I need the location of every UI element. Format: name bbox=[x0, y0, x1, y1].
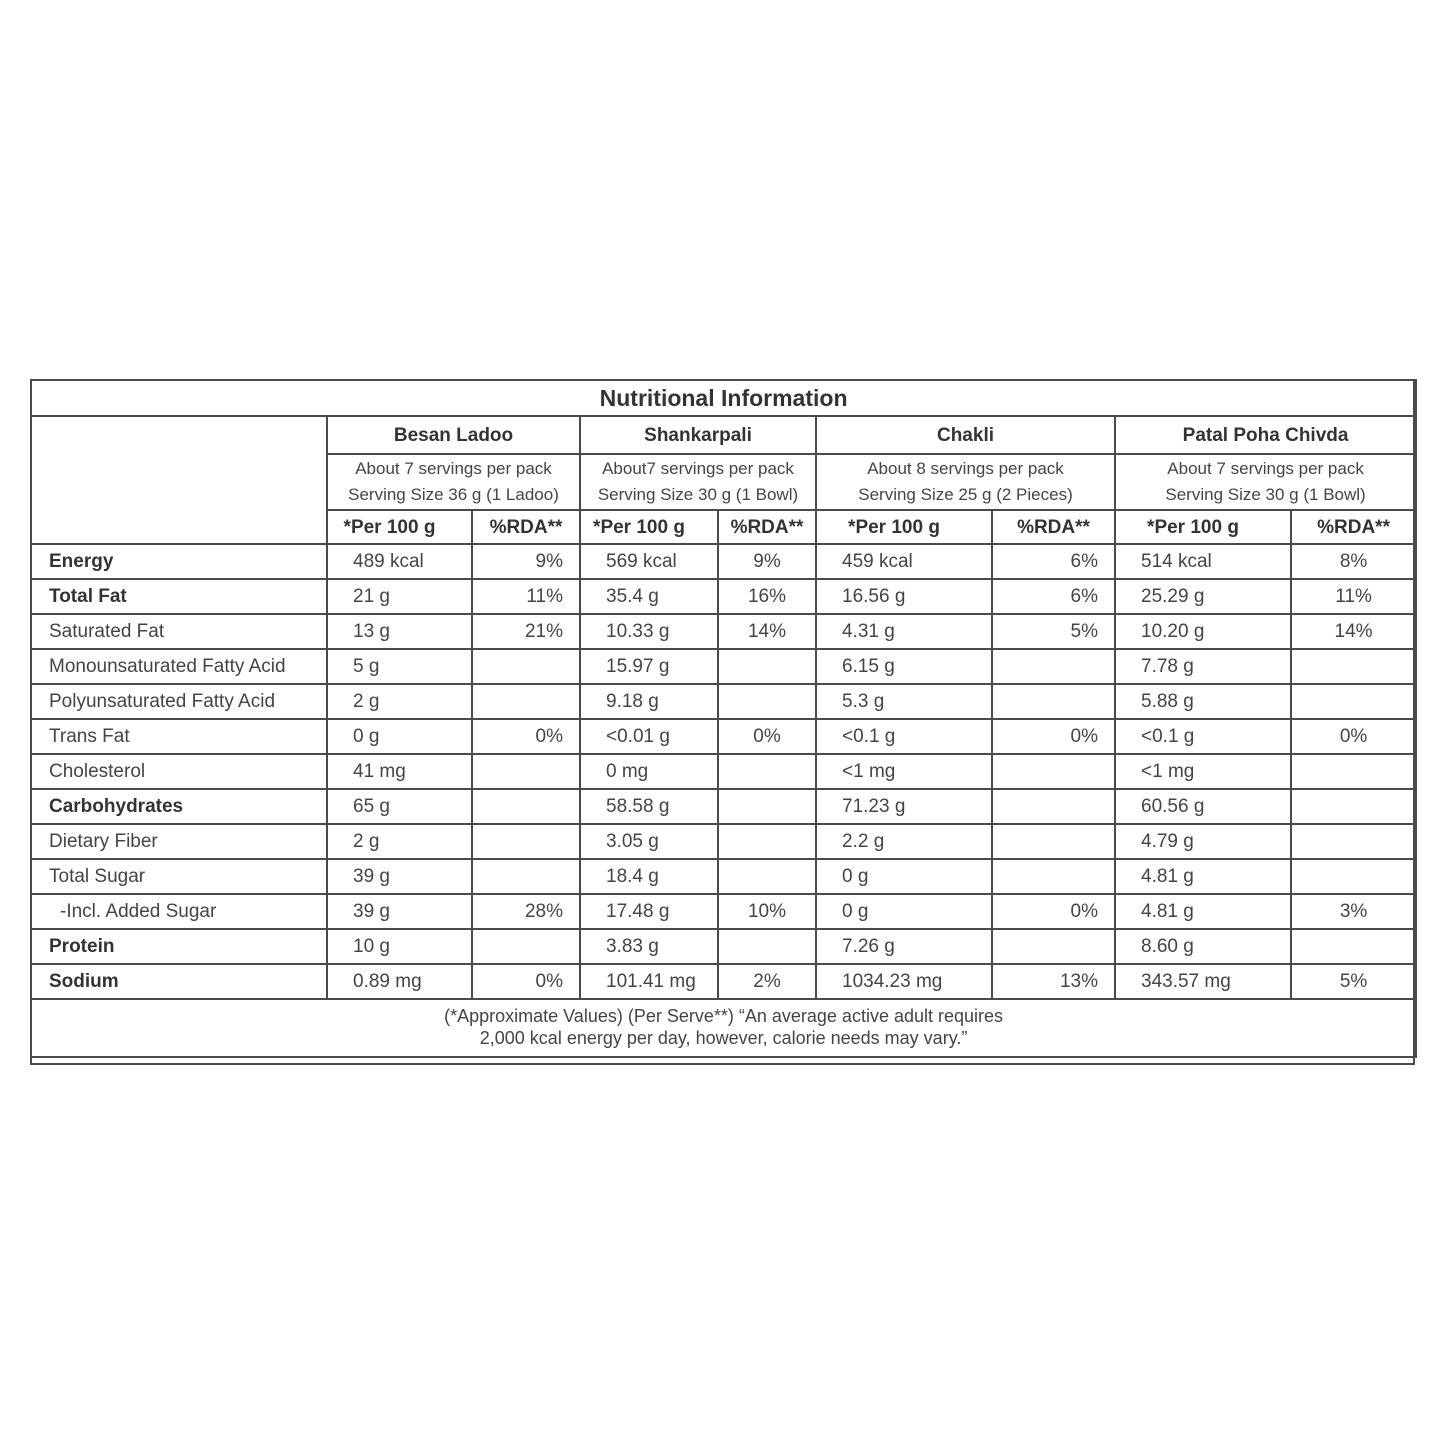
product-name-patal-poha-chivda: Patal Poha Chivda bbox=[1115, 416, 1416, 454]
serving-size: Serving Size 30 g (1 Bowl) bbox=[1165, 485, 1366, 504]
per100-value: 10.20 g bbox=[1115, 614, 1291, 649]
per100-value: 2.2 g bbox=[816, 824, 992, 859]
rda-value bbox=[1291, 824, 1416, 859]
per100-value: 569 kcal bbox=[580, 544, 718, 579]
rda-value bbox=[718, 859, 816, 894]
per100-value: 0 g bbox=[816, 859, 992, 894]
per100-value: 459 kcal bbox=[816, 544, 992, 579]
rda-value bbox=[992, 789, 1115, 824]
nutrient-label: Trans Fat bbox=[31, 719, 327, 754]
nutrient-label: Total Fat bbox=[31, 579, 327, 614]
rda-value bbox=[992, 684, 1115, 719]
per100-value: 5.88 g bbox=[1115, 684, 1291, 719]
table-row bbox=[31, 964, 1416, 999]
col-header-per100: *Per 100 g bbox=[580, 510, 718, 544]
rda-value bbox=[472, 859, 580, 894]
nutrient-label: Cholesterol bbox=[31, 754, 327, 789]
serving-size: Serving Size 36 g (1 Ladoo) bbox=[348, 485, 559, 504]
per100-value: <1 mg bbox=[1115, 754, 1291, 789]
rda-value: 0% bbox=[992, 719, 1115, 754]
nutrient-label: Saturated Fat bbox=[31, 614, 327, 649]
per100-value: 10.33 g bbox=[580, 614, 718, 649]
table-row bbox=[31, 929, 1416, 964]
per100-value: 4.31 g bbox=[816, 614, 992, 649]
rda-value: 2% bbox=[718, 964, 816, 999]
per100-value: 16.56 g bbox=[816, 579, 992, 614]
rda-value: 11% bbox=[472, 579, 580, 614]
per100-value: <1 mg bbox=[816, 754, 992, 789]
per100-value: 25.29 g bbox=[1115, 579, 1291, 614]
per100-value: 8.60 g bbox=[1115, 929, 1291, 964]
rda-value bbox=[472, 824, 580, 859]
nutrient-header-blank bbox=[31, 416, 327, 544]
per100-value: 17.48 g bbox=[580, 894, 718, 929]
per100-value: 35.4 g bbox=[580, 579, 718, 614]
nutrient-label: Energy bbox=[31, 544, 327, 579]
rda-value: 3% bbox=[1291, 894, 1416, 929]
rda-value bbox=[1291, 789, 1416, 824]
per100-value: 7.26 g bbox=[816, 929, 992, 964]
per100-value: 60.56 g bbox=[1115, 789, 1291, 824]
rda-value: 28% bbox=[472, 894, 580, 929]
nutrient-label: Monounsaturated Fatty Acid bbox=[31, 649, 327, 684]
per100-value: 13 g bbox=[327, 614, 472, 649]
per100-value: <0.01 g bbox=[580, 719, 718, 754]
servings-per-pack: About7 servings per pack bbox=[602, 458, 794, 478]
nutrient-label: Total Sugar bbox=[31, 859, 327, 894]
col-header-per100: *Per 100 g bbox=[1115, 510, 1291, 544]
rda-value bbox=[472, 789, 580, 824]
per100-value: 0 g bbox=[327, 719, 472, 754]
per100-value: 65 g bbox=[327, 789, 472, 824]
col-header-per100: *Per 100 g bbox=[327, 510, 472, 544]
table-row bbox=[31, 789, 1416, 824]
per100-value: 39 g bbox=[327, 894, 472, 929]
rda-value bbox=[472, 684, 580, 719]
servings-per-pack: About 7 servings per pack bbox=[1167, 458, 1364, 478]
rda-value bbox=[1291, 649, 1416, 684]
per100-value: 343.57 mg bbox=[1115, 964, 1291, 999]
per100-value: 0.89 mg bbox=[327, 964, 472, 999]
col-header-rda: %RDA** bbox=[992, 510, 1115, 544]
per100-value: 3.05 g bbox=[580, 824, 718, 859]
col-header-per100: *Per 100 g bbox=[816, 510, 992, 544]
rda-value bbox=[472, 754, 580, 789]
serving-size: Serving Size 30 g (1 Bowl) bbox=[597, 485, 799, 504]
rda-value: 21% bbox=[472, 614, 580, 649]
per100-value: 1034.23 mg bbox=[816, 964, 992, 999]
per100-value: <0.1 g bbox=[816, 719, 992, 754]
per100-value: 0 g bbox=[816, 894, 992, 929]
rda-value bbox=[472, 929, 580, 964]
table-row bbox=[31, 719, 1416, 754]
rda-value: 9% bbox=[472, 544, 580, 579]
nutrient-label: Dietary Fiber bbox=[31, 824, 327, 859]
table-title: Nutritional Information bbox=[31, 380, 1416, 416]
table-row bbox=[31, 684, 1416, 719]
per100-value: 4.79 g bbox=[1115, 824, 1291, 859]
nutrient-label: -Incl. Added Sugar bbox=[31, 894, 327, 929]
per100-value: 21 g bbox=[327, 579, 472, 614]
rda-value: 11% bbox=[1291, 579, 1416, 614]
rda-value: 6% bbox=[992, 579, 1115, 614]
table-row bbox=[31, 649, 1416, 684]
nutrient-label: Protein bbox=[31, 929, 327, 964]
rda-value: 5% bbox=[992, 614, 1115, 649]
servings-per-pack: About 8 servings per pack bbox=[867, 458, 1064, 478]
table-row bbox=[31, 859, 1416, 894]
rda-value bbox=[718, 789, 816, 824]
nutrient-label: Polyunsaturated Fatty Acid bbox=[31, 684, 327, 719]
per100-value: 4.81 g bbox=[1115, 894, 1291, 929]
product-name-chakli: Chakli bbox=[816, 416, 1115, 454]
per100-value: 5 g bbox=[327, 649, 472, 684]
per100-value: 4.81 g bbox=[1115, 859, 1291, 894]
per100-value: 58.58 g bbox=[580, 789, 718, 824]
per100-value: 9.18 g bbox=[580, 684, 718, 719]
rda-value: 0% bbox=[472, 719, 580, 754]
table-row bbox=[31, 544, 1416, 579]
per100-value: 15.97 g bbox=[580, 649, 718, 684]
rda-value: 8% bbox=[1291, 544, 1416, 579]
rda-value bbox=[718, 649, 816, 684]
nutrition-table bbox=[30, 379, 1417, 1058]
rda-value bbox=[992, 859, 1115, 894]
table-row bbox=[31, 754, 1416, 789]
rda-value bbox=[1291, 859, 1416, 894]
serving-info-chakli bbox=[816, 454, 1115, 510]
product-name-shankarpali: Shankarpali bbox=[580, 416, 816, 454]
rda-value: 13% bbox=[992, 964, 1115, 999]
per100-value: 41 mg bbox=[327, 754, 472, 789]
nutrient-label: Carbohydrates bbox=[31, 789, 327, 824]
per100-value: 7.78 g bbox=[1115, 649, 1291, 684]
rda-value: 6% bbox=[992, 544, 1115, 579]
nutrient-rows bbox=[31, 544, 1416, 999]
footnote-line-1: (*Approximate Values) (Per Serve**) “An average active adult requires bbox=[444, 1006, 1004, 1027]
rda-value: 9% bbox=[718, 544, 816, 579]
serving-info-patal-poha-chivda bbox=[1115, 454, 1416, 510]
serving-info-besan-ladoo bbox=[327, 454, 580, 510]
table-row bbox=[31, 894, 1416, 929]
rda-value: 0% bbox=[992, 894, 1115, 929]
rda-value bbox=[992, 824, 1115, 859]
per100-value: 71.23 g bbox=[816, 789, 992, 824]
rda-value: 10% bbox=[718, 894, 816, 929]
per100-value: 489 kcal bbox=[327, 544, 472, 579]
rda-value: 0% bbox=[472, 964, 580, 999]
per100-value: 2 g bbox=[327, 824, 472, 859]
per100-value: 18.4 g bbox=[580, 859, 718, 894]
rda-value bbox=[718, 754, 816, 789]
per100-value: <0.1 g bbox=[1115, 719, 1291, 754]
per100-value: 10 g bbox=[327, 929, 472, 964]
footnote bbox=[31, 999, 1416, 1057]
nutrient-label: Sodium bbox=[31, 964, 327, 999]
per100-value: 101.41 mg bbox=[580, 964, 718, 999]
product-name-besan-ladoo: Besan Ladoo bbox=[327, 416, 580, 454]
table-row bbox=[31, 579, 1416, 614]
rda-value bbox=[472, 649, 580, 684]
rda-value bbox=[1291, 684, 1416, 719]
per100-value: 514 kcal bbox=[1115, 544, 1291, 579]
rda-value: 0% bbox=[1291, 719, 1416, 754]
table-row bbox=[31, 614, 1416, 649]
col-header-rda: %RDA** bbox=[1291, 510, 1416, 544]
servings-per-pack: About 7 servings per pack bbox=[355, 458, 552, 478]
per100-value: 6.15 g bbox=[816, 649, 992, 684]
rda-value: 16% bbox=[718, 579, 816, 614]
rda-value: 14% bbox=[718, 614, 816, 649]
rda-value bbox=[1291, 754, 1416, 789]
rda-value bbox=[718, 684, 816, 719]
col-header-rda: %RDA** bbox=[718, 510, 816, 544]
rda-value bbox=[718, 929, 816, 964]
per100-value: 2 g bbox=[327, 684, 472, 719]
per100-value: 5.3 g bbox=[816, 684, 992, 719]
footnote-line-2: 2,000 kcal energy per day, however, calorie needs may vary.” bbox=[479, 1028, 968, 1048]
serving-info-shankarpali bbox=[580, 454, 816, 510]
rda-value bbox=[992, 929, 1115, 964]
rda-value bbox=[718, 824, 816, 859]
per100-value: 3.83 g bbox=[580, 929, 718, 964]
table-row bbox=[31, 824, 1416, 859]
rda-value bbox=[1291, 929, 1416, 964]
rda-value bbox=[992, 754, 1115, 789]
rda-value: 14% bbox=[1291, 614, 1416, 649]
per100-value: 39 g bbox=[327, 859, 472, 894]
rda-value: 5% bbox=[1291, 964, 1416, 999]
per100-value: 0 mg bbox=[580, 754, 718, 789]
rda-value bbox=[992, 649, 1115, 684]
col-header-rda: %RDA** bbox=[472, 510, 580, 544]
serving-size: Serving Size 25 g (2 Pieces) bbox=[858, 485, 1073, 504]
rda-value: 0% bbox=[718, 719, 816, 754]
